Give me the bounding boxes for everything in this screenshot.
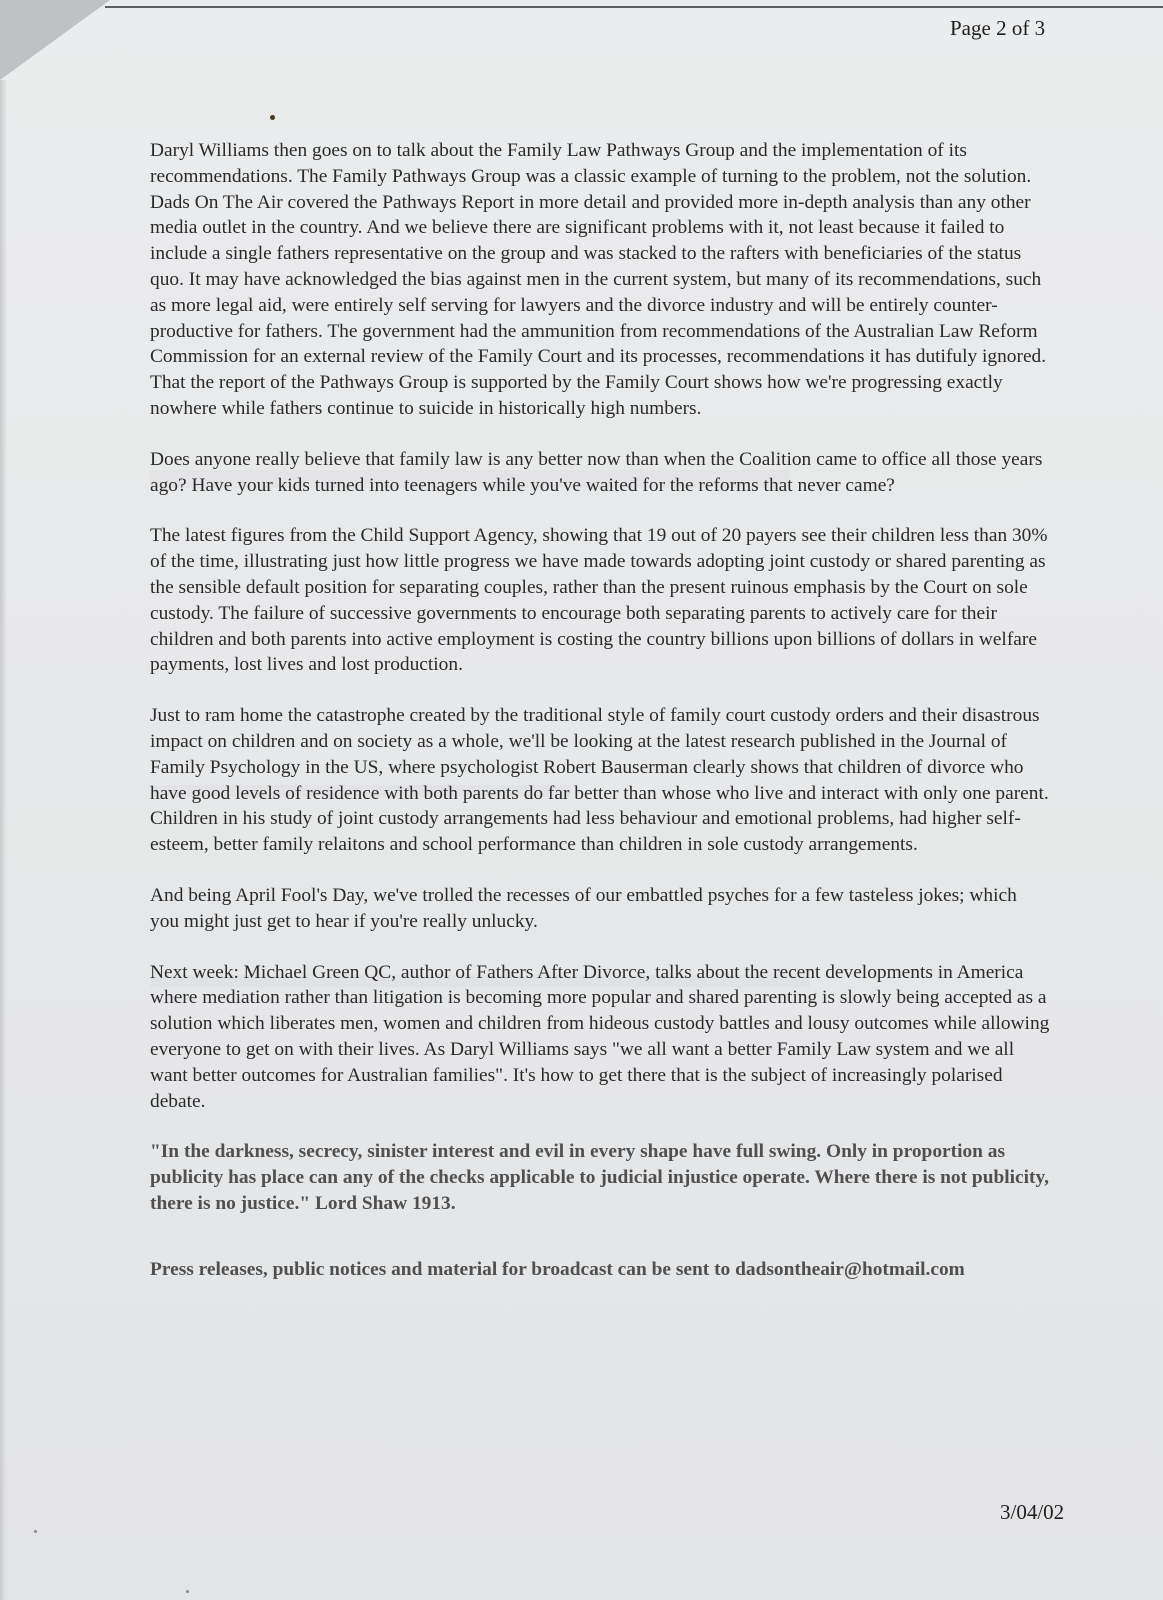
paragraph-next-week: Next week: Michael Green QC, author of Fathers After Divorce, talks about the recent developments in America where mediation rather than litigation is becoming more popular and shared parenting is slowly being accepted as a solution which liberates men, women and children from hideous custody battles and lousy outcomes while allowing everyone to get on with their lives. As Daryl Williams says "we all want a better Family Law system and we all want better outcomes for Australian families". It's how to get there that is the subject of increasingly polarised debate. [150,961,1050,1112]
lord-shaw-quote: "In the darkness, secrecy, sinister interest and evil in every shape have full swing. Only in proportion as publicity has place can any of the checks applicable to judicial injustice operate. Where there is not publicity, there is no justice." Lord Shaw 1913. [150,1141,1049,1214]
paper-speck [186,1590,189,1593]
page-number: Page 2 of 3 [950,16,1046,40]
paper-top-edge [105,6,1163,8]
document-date: 3/04/02 [1000,1500,1065,1524]
ink-dot [270,115,275,120]
paragraph-april-fools: And being April Fool's Day, we've trolled the recesses of our embattled psyches for a few tasteless jokes; which you might just get to hear if you're really unlucky. [150,884,1017,932]
folded-corner [0,0,110,80]
contact-notice: Press releases, public notices and material for broadcast can be sent to dadsontheair@hotmail.com [150,1258,965,1280]
paragraph-pathways-group: Daryl Williams then goes on to talk about the Family Law Pathways Group and the implementation of its recommendations. The Family Pathways Group was a classic example of turning to the problem, not the solution. Dads On The Air covered the Pathways Report in more detail and provided more in-depth analysis than any other media outlet in the country. And we believe there are significant problems with it, not least because it failed to include a single fathers representative on the group and was stacked to the rafters with beneficiaries of the status quo. It may have acknowledged the bias against men in the current system, but many of its recommendations, such as more legal aid, were entirely self serving for lawyers and the divorce industry and will be entirely counter-productive for fathers. The government had the ammunition from recommendations of the Australian Law Reform Commission for an external review of the Family Court and its processes, recommendations it has dutifuly ignored. That the report of the Pathways Group is supported by the Family Court shows how we're progressing exactly nowhere while fathers continue to suicide in historically high numbers. [150,140,1047,419]
paragraph-child-support: The latest figures from the Child Support Agency, showing that 19 out of 20 payers see their children less than 30% of the time, illustrating just how little progress we have made towards adopting joint custody or shared parenting as the sensible default position for separating couples, rather than the present ruinous emphasis by the Court on sole custody. The failure of successive governments to encourage both separating parents to actively care for their children and both parents into active employment is costing the country billions upon billions of dollars in welfare payments, lost lives and lost production. [150,525,1048,676]
paragraph-research: Just to ram home the catastrophe created by the traditional style of family court custody orders and their disastrous impact on children and on society as a whole, we'll be looking at the latest research published in the Journal of Family Psychology in the US, where psychologist Robert Bauserman clearly shows that children of divorce who have good levels of residence with both parents do far better than whose who live and interact with only one parent. Children in his study of joint custody arrangements had less behaviour and emotional problems, had higher self-esteem, better family relaitons and school performance than children in sole custody arrangements. [150,705,1049,856]
paragraph-coalition: Does anyone really believe that family law is any better now than when the Coalition came to office all those years ago? Have your kids turned into teenagers while you've waited for the reforms that never came? [150,448,1043,496]
article-body [150,138,1050,1282]
paper-speck [34,1530,37,1533]
paper-left-edge [0,80,6,1600]
